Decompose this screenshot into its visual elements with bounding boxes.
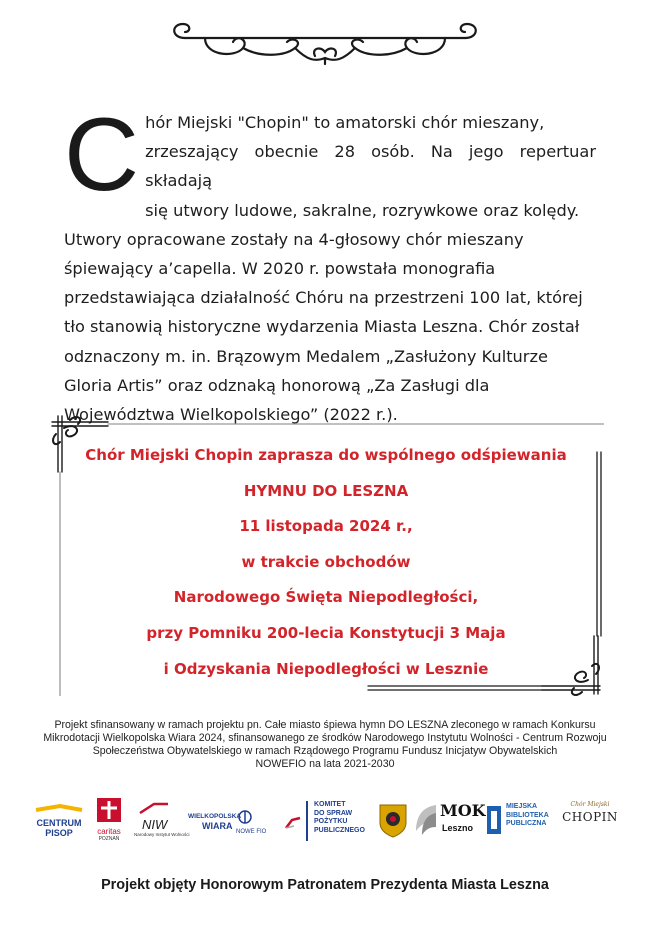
intro-line: hór Miejski "Chopin" to amatorski chór mieszany, [145,113,545,132]
biblioteka-line3: PUBLICZNA [506,820,547,827]
intro-line: zrzeszający obecnie 28 osób. Na jego repertuar składają [145,142,596,191]
nowefio-mark-icon [236,809,254,825]
patronage-note: Projekt objęty Honorowym Patronatem Prezydenta Miasta Leszna [101,877,549,893]
polish-flag-icon [284,816,302,830]
pisop-mark-icon [34,802,84,814]
mok-wings-icon [412,801,438,841]
chopin-name: CHOPIN [562,810,618,824]
intro-line: Województwa Wielkopolskiego” (2022 r.). [64,405,398,425]
niw-logo [134,799,188,845]
intro-paragraph [64,97,596,429]
intro-line: się utwory ludowe, sakralne, rozrywkowe oraz kolędy. [145,200,580,220]
nowefio-logo [236,809,282,839]
leszno-crest-icon [378,803,408,839]
pisop-line2: PISOP [45,828,73,838]
intro-line: tło stanowią historyczne wydarzenia Miasta Leszna. Chór został [64,317,580,337]
mok-leszno-logo [412,797,486,843]
leszno-crest-logo [378,803,408,839]
caritas-name: caritas [97,827,121,836]
invitation-line: 11 listopada 2024 r., [239,517,413,536]
biblioteka-book-icon [486,805,502,835]
funding-line: Mikrodotacji Wielkopolska Wiara 2024, sfinansowanego ze środków Narodowego Instytutu Wolności - Centrum Rozwoju [43,732,607,744]
centrum-pisop-logo [34,799,84,843]
polish-flag-logo [284,815,302,831]
partner-logos [0,795,650,855]
pisop-line1: CENTRUM [36,818,82,828]
invitation-line: w trakcie obchodów [241,552,411,571]
biblioteka-line2: BIBLIOTEKA [506,811,549,819]
invitation-text [70,438,582,687]
biblioteka-line1: MIEJSKA [506,803,538,810]
komitet-line4: PUBLICZNEGO [314,826,365,834]
niw-sub: Narodowy Instytut Wolności [134,832,190,837]
top-ornament [165,18,485,68]
funding-line: Projekt sfinansowany w ramach projektu pn. Całe miasto śpiewa hymn DO LESZNA zleconego w ramach Konkursu [54,719,596,731]
wielkopolska-wiara-logo [188,813,242,839]
niw-name: NIW [142,817,168,832]
intro-line: śpiewający a’capella. W 2020 r. powstała monografia [64,259,496,279]
caritas-logo [92,797,126,845]
intro-line: Utwory opracowane zostały na 4-głosowy chór mieszany [64,229,524,249]
komitet-line2: DO SPRAW [314,809,353,817]
funding-line: NOWEFIO na lata 2021-2030 [255,758,395,770]
nowefio-name: NOWE FIO [236,829,267,835]
komitet-line1: KOMITET [314,801,346,808]
caritas-cross-icon [96,797,122,823]
intro-line: odznaczony m. in. Brązowym Medalem „Zasłużony Kulturze [64,346,548,366]
wiara-line2: WIARA [202,821,233,831]
invitation-line: i Odzyskania Niepodległości w Lesznie [163,659,489,678]
invitation-line: Chór Miejski Chopin zaprasza do wspólnego odśpiewania [85,446,567,464]
invitation-line: Narodowego Święta Niepodległości, [173,588,479,607]
chopin-choir-logo [558,801,622,841]
mok-line1: MOK [440,801,486,820]
drop-cap: C [64,97,140,213]
mok-line2: Leszno [442,823,474,833]
invitation-line: HYMNU DO LESZNA [243,481,409,500]
biblioteka-logo [486,801,556,841]
niw-flag-icon [134,802,174,814]
komitet-logo [306,801,384,841]
wiara-line1: WIELKOPOLSKA [188,813,242,820]
intro-line: przedstawiająca działalność Chóru na przestrzeni 100 lat, której [64,288,583,308]
funding-line: Społeczeństwa Obywatelskiego w ramach Rządowego Programu Fundusz Inicjatyw Obywatelskich [92,745,558,757]
intro-line: Gloria Artis” oraz odznaką honorową „Za Zasługi dla [64,375,490,395]
funding-note [40,719,610,771]
chopin-script: Chór Miejski [570,801,610,808]
invitation-line: przy Pomniku 200-lecia Konstytucji 3 Maja [146,623,506,642]
caritas-sub: POZNAŃ [98,836,120,842]
komitet-line3: POŻYTKU [314,818,348,825]
